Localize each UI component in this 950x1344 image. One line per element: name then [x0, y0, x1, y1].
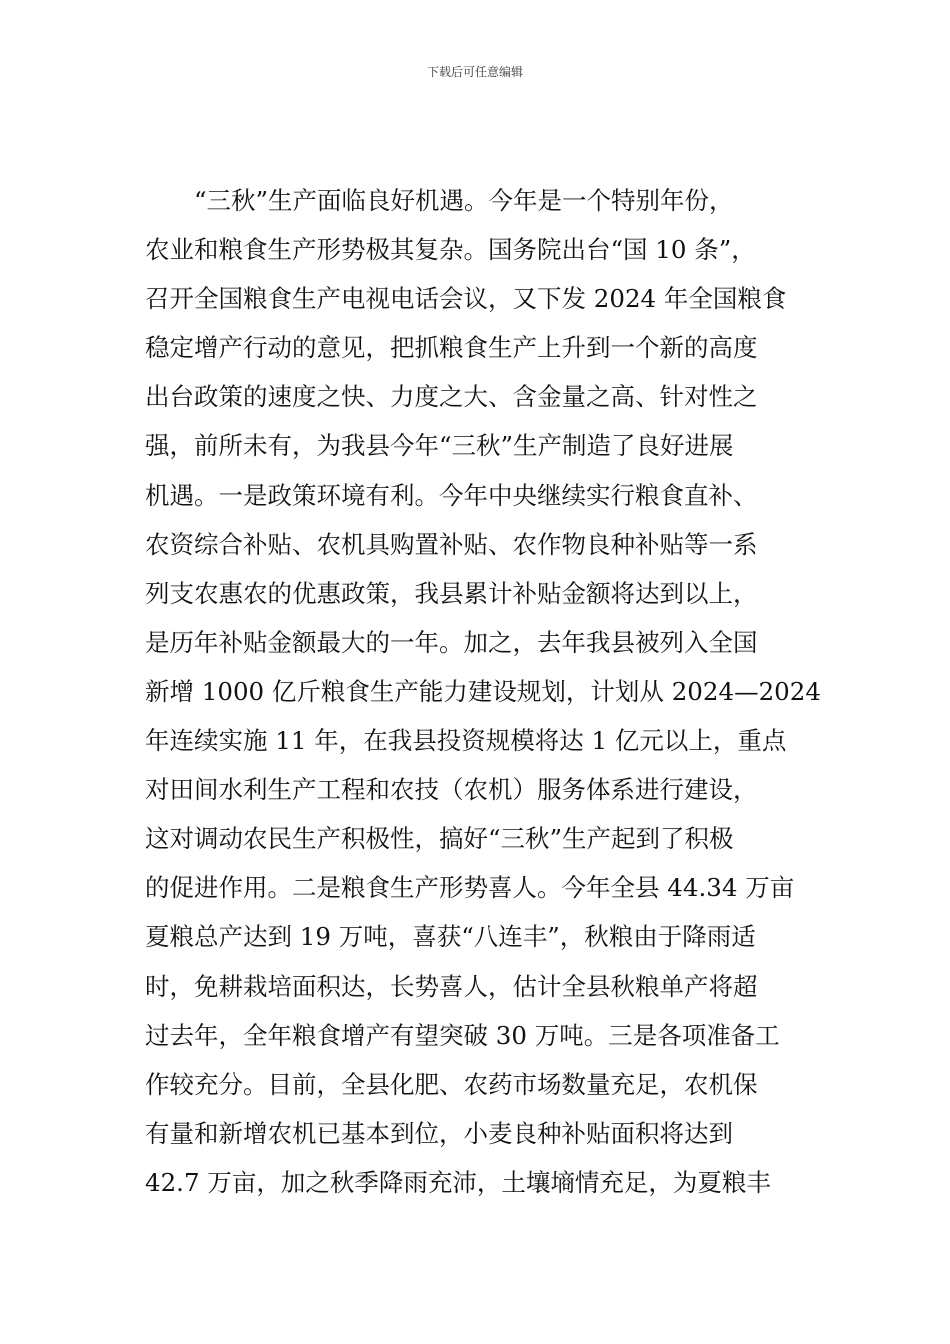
text-line: 夏粮总产达到 19 万吨，喜获“八连丰”，秋粮由于降雨适	[145, 922, 756, 952]
text-line: 过去年，全年粮食增产有望突破 30 万吨。三是各项准备工	[145, 1020, 780, 1050]
text-line: 对田间水利生产工程和农技（农机）服务体系进行建设，	[145, 775, 758, 805]
text-line: 强，前所未有，为我县今年“三秋”生产制造了良好进展	[145, 431, 734, 461]
text-line: 有量和新增农机已基本到位，小麦良种补贴面积将达到	[145, 1118, 733, 1148]
body-paragraph	[145, 176, 821, 1207]
text-line: 是历年补贴金额最大的一年。加之，去年我县被列入全国	[145, 627, 758, 657]
text-line: 时，免耕栽培面积达，长势喜人，估计全县秋粮单产将超	[145, 971, 758, 1001]
text-line: 的促进作用。二是粮食生产形势喜人。今年全县 44.34 万亩	[145, 873, 795, 903]
page-header: 下载后可任意编辑	[426, 65, 523, 79]
text-line: 42.7 万亩，加之秋季降雨充沛，土壤墒情充足，为夏粮丰	[145, 1167, 771, 1197]
text-line: 年连续实施 11 年，在我县投资规模将达 1 亿元以上，重点	[145, 726, 787, 756]
text-line: “三秋”生产面临良好机遇。今年是一个特别年份，	[194, 186, 734, 215]
text-line: 出台政策的速度之快、力度之大、含金量之高、针对性之	[145, 382, 758, 412]
text-line: 新增 1000 亿斤粮食生产能力建设规划，计划从 2024—2024	[145, 676, 821, 706]
text-line: 农业和粮食生产形势极其复杂。国务院出台“国 10 条”，	[145, 235, 756, 265]
text-line: 农资综合补贴、农机具购置补贴、农作物良种补贴等一系	[145, 529, 758, 559]
text-line: 稳定增产行动的意见，把抓粮食生产上升到一个新的高度	[145, 333, 758, 363]
text-line: 机遇。一是政策环境有利。今年中央继续实行粮食直补、	[145, 480, 758, 510]
text-line: 召开全国粮食生产电视电话会议，又下发 2024 年全国粮食	[145, 284, 787, 314]
text-line: 这对调动农民生产积极性，搞好“三秋”生产起到了积极	[145, 824, 734, 854]
text-line: 作较充分。目前，全县化肥、农药市场数量充足，农机保	[145, 1069, 758, 1099]
text-line: 列支农惠农的优惠政策，我县累计补贴金额将达到以上，	[145, 578, 758, 608]
